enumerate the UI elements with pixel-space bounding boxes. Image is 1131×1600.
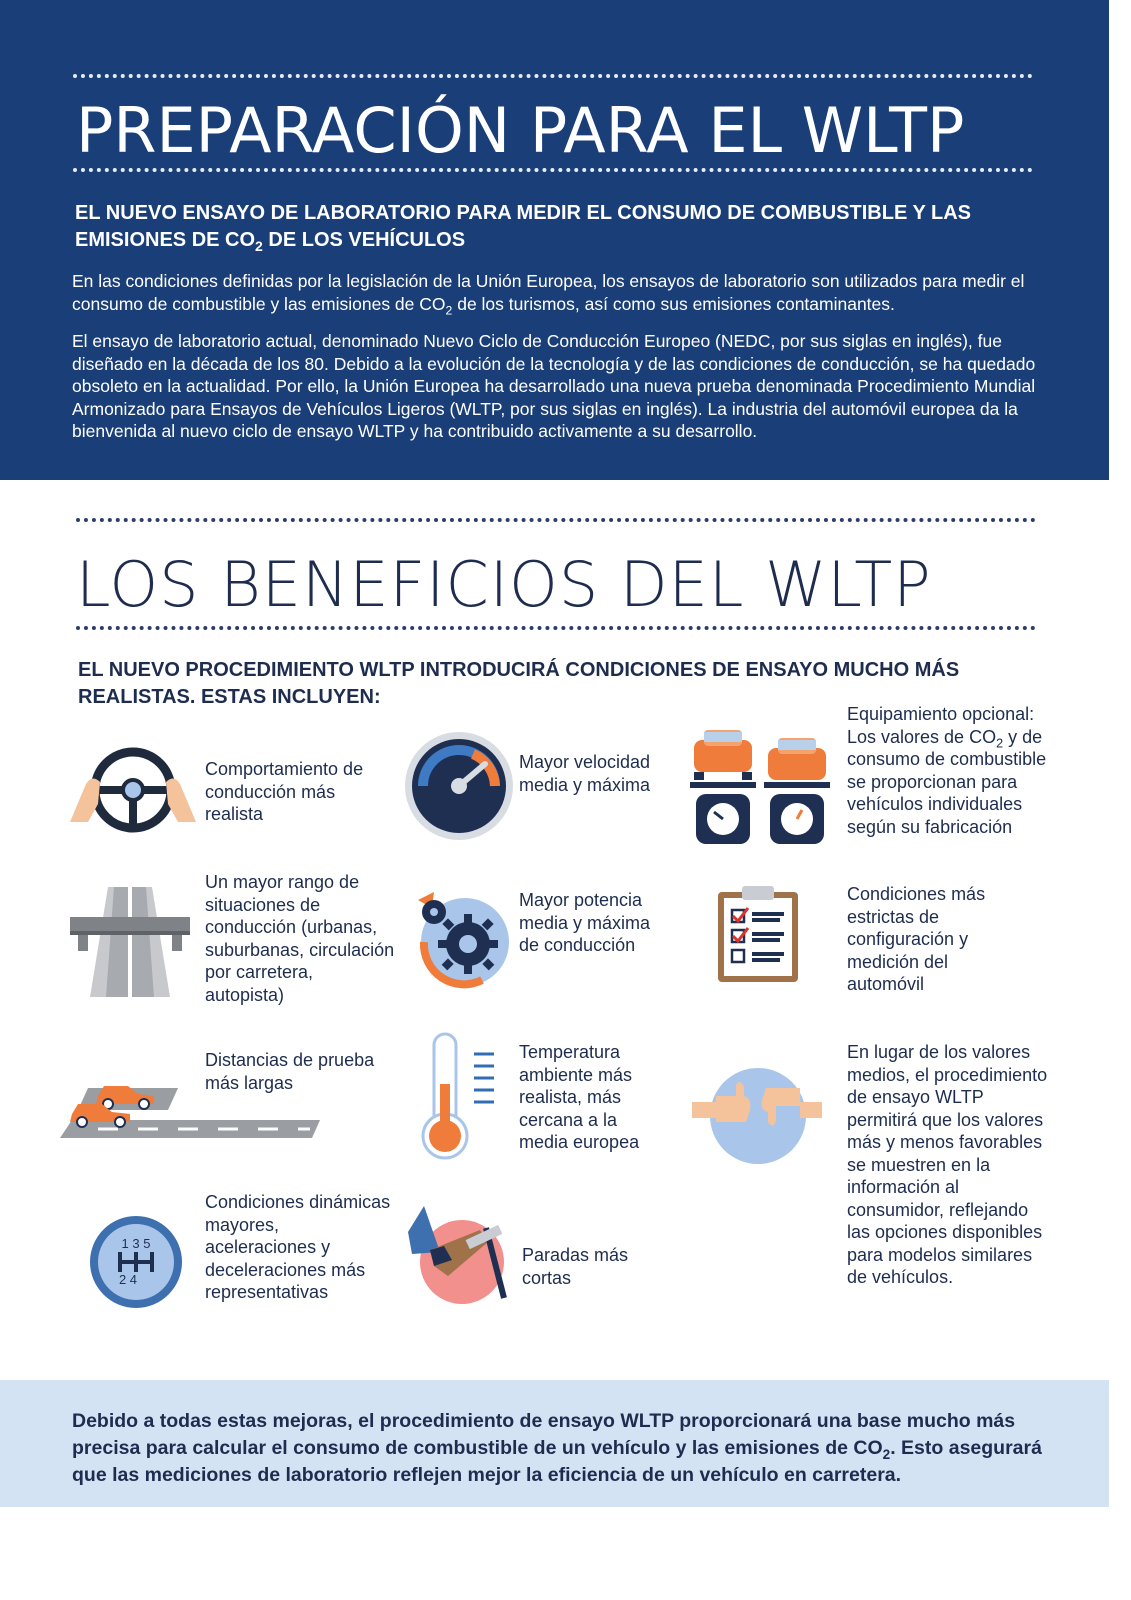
benefit-speed-text: Mayor velocidad media y máxima [519, 752, 651, 795]
benefit-equipment-text: Equipamiento opcional: Los valores de $CO_2$ y de consumo de combustible se proporcionan para vehículos individuales según su fabricación [847, 704, 1047, 837]
benefit-stops-text: Paradas más cortas [522, 1245, 629, 1288]
conclusion-text: Debido a todas estas mejoras, el procedimiento de ensayo WLTP proporcionará una base mucho más precisa para calcular el consumo de combustible de un vehículo y las emisiones de $CO_2$. Esto asegurará que las mediciones de laboratorio reflejen mejor la eficiencia de un vehículo en carretera. [72, 1410, 1042, 1486]
page-title: PREPARACIÓN PARA EL WLTP [76, 94, 965, 167]
benefit-dynamic-text: Condiciones dinámicas mayores, aceleraciones y deceleraciones más representativas [205, 1192, 391, 1302]
thumbs-up-down-icon [692, 1066, 822, 1166]
conclusion-section [0, 1380, 1109, 1507]
benefit-driving-text: Comportamiento de conducción más realista [205, 759, 364, 824]
intro-paragraph-2: El ensayo de laboratorio actual, denominado Nuevo Ciclo de Conducción Europeo (NEDC, por sus siglas en inglés), fue diseñado en la década de los 80. Debido a la evolución de la tecnología y de las condiciones de conducción, se ha quedado obsoleto en la actualidad. Por ello, la Unión Europea ha desarrollado una nueva prueba denominada Procedimiento Mundial Armonizado para Ensayos de Vehículos Ligeros (WLTP, por sus siglas en inglés). La industria del automóvil europea da la bienvenida al nuevo ciclo de ensayo WLTP y ha contribuido activamente a su desarrollo. [72, 331, 1036, 441]
benefit-power-text: Mayor potencia media y máxima de conducción [519, 890, 651, 955]
steering-wheel-icon [68, 744, 198, 844]
benefits-title: LOS BENEFICIOS DEL WLTP [76, 548, 932, 621]
benefit-situations-text: Un mayor rango de situaciones de conducción (urbanas, suburbanas, circulación por carretera, autopista) [205, 872, 395, 1005]
brake-pedal-icon [404, 1206, 514, 1306]
intro-paragraph-1: En las condiciones definidas por la legislación de la Unión Europea, los ensayos de laboratorio son utilizados para medir el consumo de combustible y las emisiones de $CO_2$ de los turismos, así como sus emisiones contaminantes. [72, 271, 1025, 317]
highway-icon [70, 887, 190, 997]
gears-icon [410, 890, 510, 990]
gear-numbers-top: 1 3 5 [121, 1236, 151, 1251]
intro-section [0, 0, 1109, 480]
intro-subtitle: EL NUEVO ENSAYO DE LABORATORIO PARA MEDIR EL CONSUMO DE COMBUSTIBLE Y LAS EMISIONES DE $CO_2$ DE LOS VEHÍCULOS [75, 202, 972, 254]
speedometer-icon [403, 730, 515, 842]
divider [76, 518, 1036, 522]
divider [73, 168, 1033, 172]
cars-on-scales-icon [690, 722, 840, 852]
benefit-values-text: En lugar de los valores medios, el procedimiento de ensayo WLTP permitirá que los valores más y menos favorables se muestren en la información al consumidor, reflejando las opciones disponibles para modelos similares de vehículos. [847, 1042, 1048, 1287]
benefits-subtitle: EL NUEVO PROCEDIMIENTO WLTP INTRODUCIRÁ CONDICIONES DE ENSAYO MUCHO MÁS REALISTAS. ESTAS INCLUYEN: [78, 659, 960, 708]
gear-shift-icon [88, 1214, 184, 1310]
benefit-temperature-text: Temperatura ambiente más realista, más cercana a la media europea [519, 1042, 640, 1152]
thermometer-icon [420, 1032, 500, 1162]
gear-numbers-bottom: 2 4 [118, 1272, 138, 1287]
divider [76, 626, 1036, 630]
benefit-distance-text: Distancias de prueba más largas [205, 1050, 375, 1093]
divider [73, 74, 1033, 78]
clipboard-checklist-icon [718, 886, 798, 982]
benefit-config-text: Condiciones más estrictas de configuración y medición del automóvil [847, 884, 986, 994]
